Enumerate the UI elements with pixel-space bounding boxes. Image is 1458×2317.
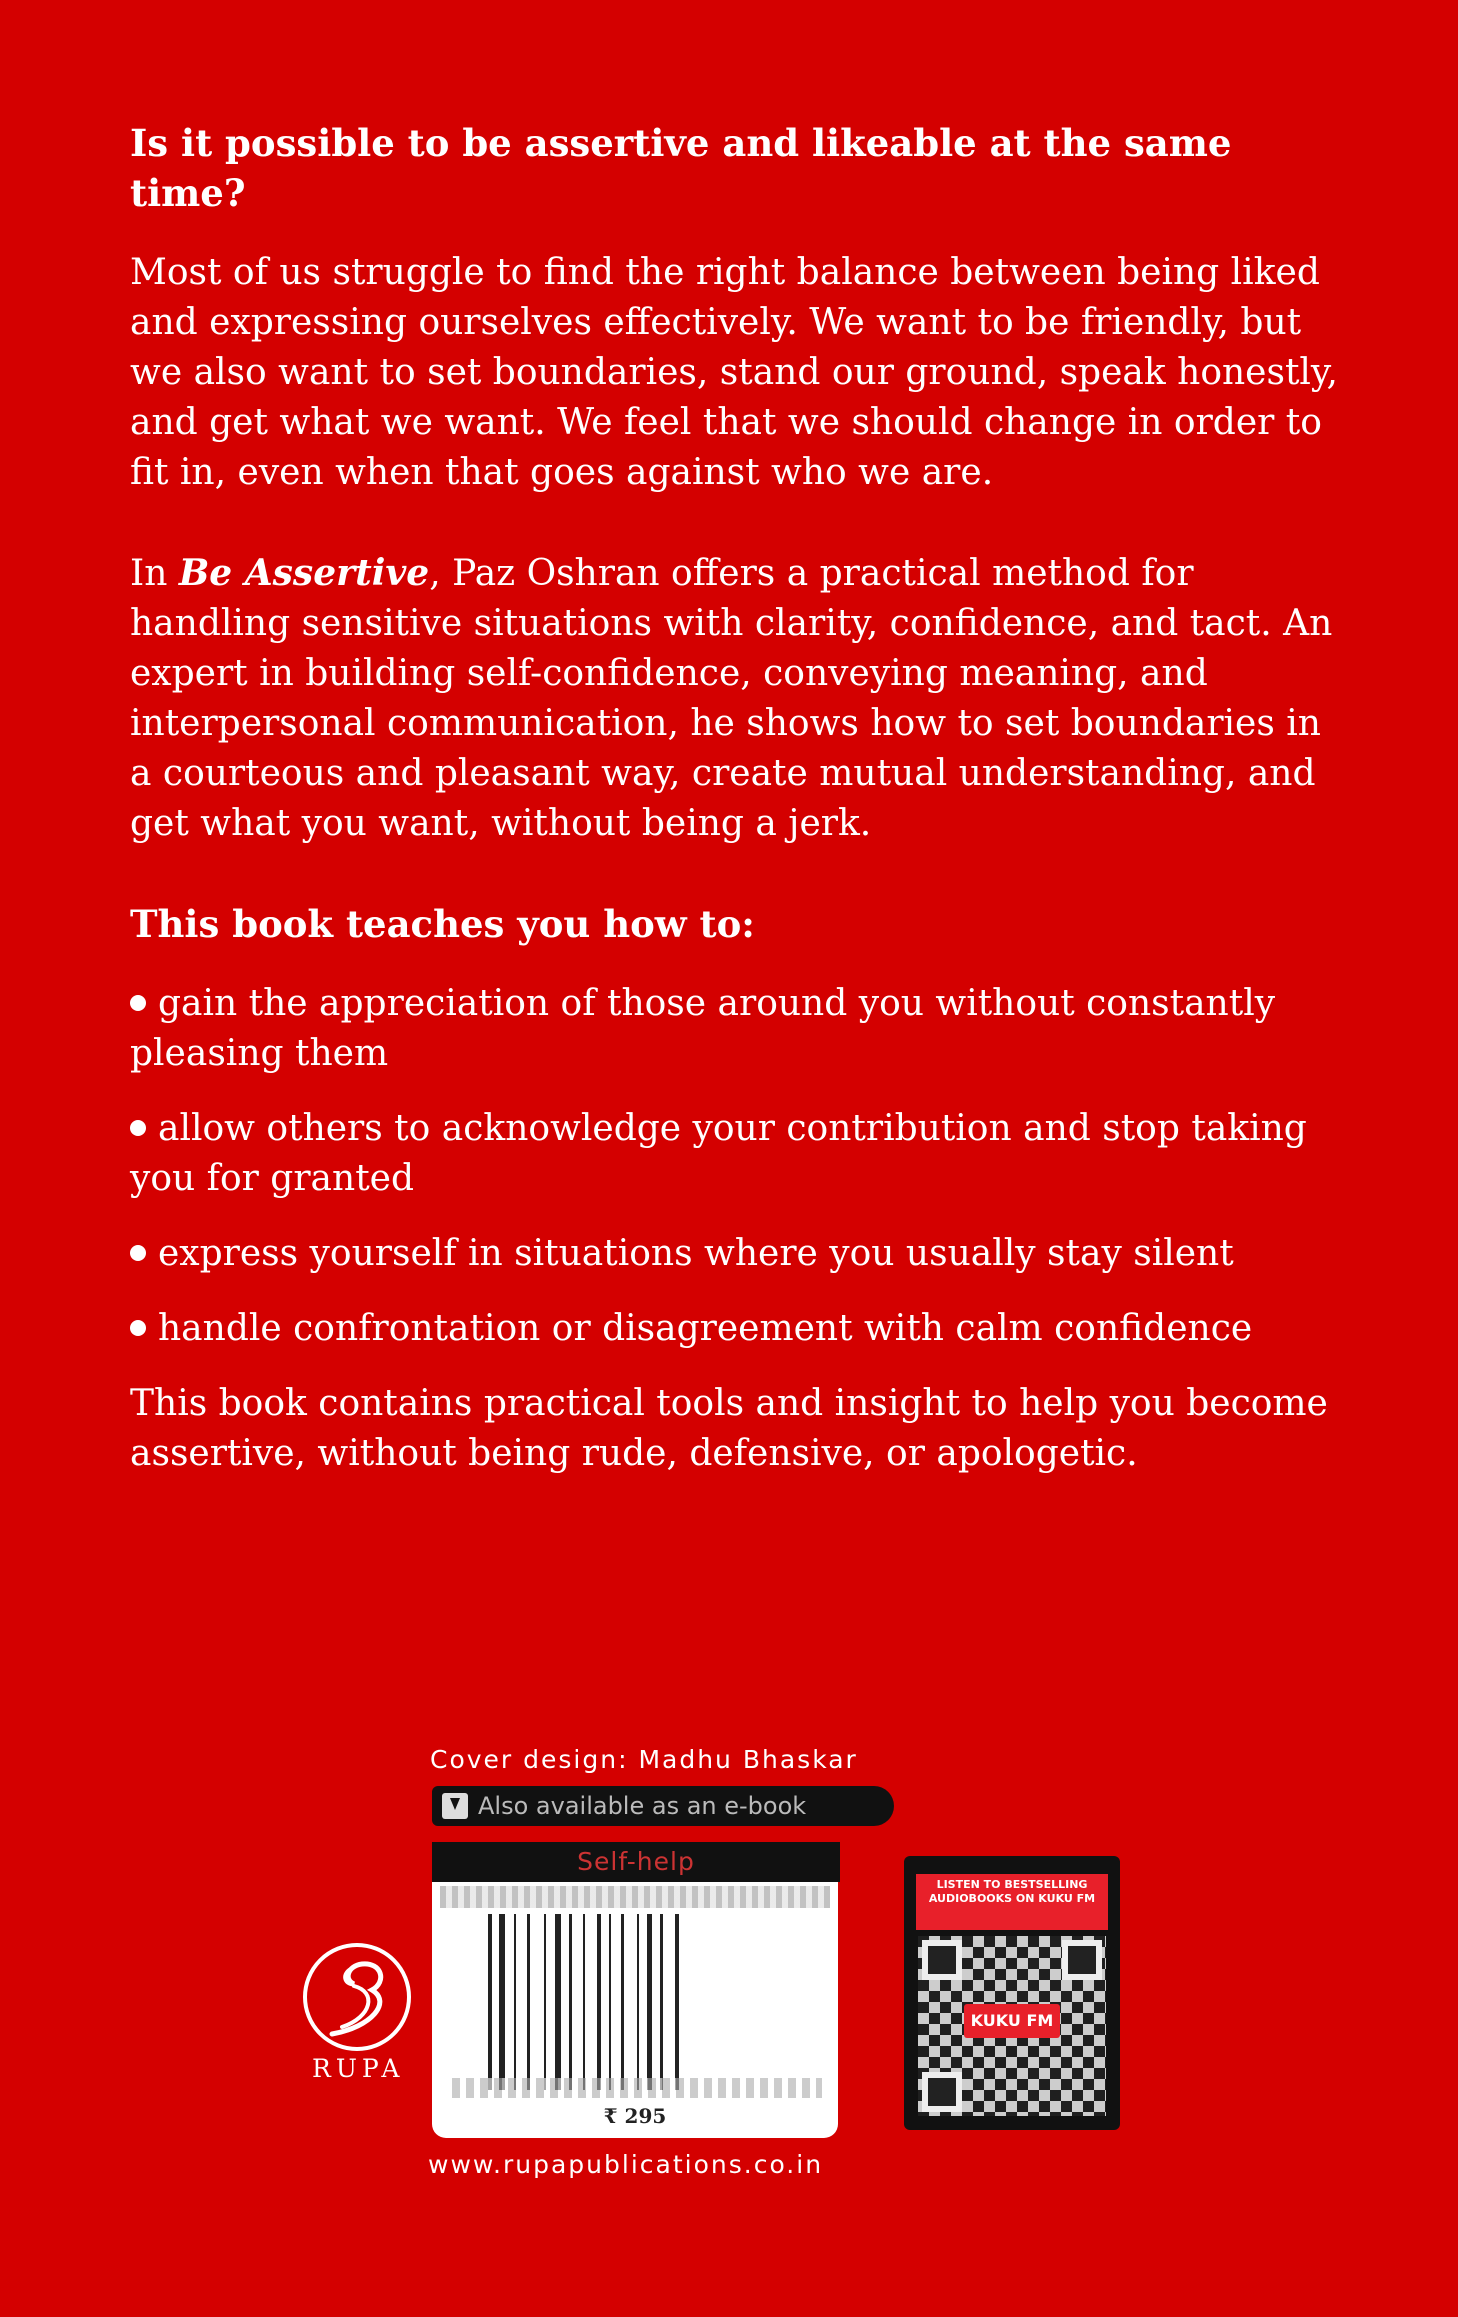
cover-design-credit: Cover design: Madhu Bhaskar	[430, 1745, 858, 1774]
blurb-paragraph-2	[130, 548, 1350, 849]
barcode-bar	[660, 1914, 663, 2090]
bullet-item	[130, 1304, 1350, 1354]
back-cover-blurb	[130, 118, 1350, 1479]
ebook-tag	[432, 1786, 894, 1826]
barcode-bars	[488, 1914, 788, 2090]
qr-finder-icon	[922, 2072, 962, 2112]
bullet-text: handle confrontation or disagreement with calm confidence	[158, 1308, 1253, 1349]
barcode-bar	[637, 1914, 639, 2090]
teaches-heading: This book teaches you how to:	[130, 902, 755, 946]
blurb-closing: This book contains practical tools and insight to help you become assertive, without being rude, defensive, or apologetic.	[130, 1383, 1328, 1474]
qr-finder-icon	[1062, 1940, 1102, 1980]
publisher-website: www.rupapublications.co.in	[428, 2150, 824, 2179]
barcode-bar	[647, 1914, 652, 2090]
barcode-bar	[544, 1914, 546, 2090]
bullet-icon	[130, 1245, 146, 1261]
download-icon	[442, 1793, 468, 1819]
barcode-bar	[488, 1914, 492, 2090]
bullet-icon	[130, 995, 146, 1011]
paragraph-2-prefix: In	[130, 553, 179, 594]
barcode-bar	[555, 1914, 561, 2090]
barcode-bar	[621, 1914, 624, 2090]
isbn-text	[440, 1886, 830, 1908]
bullet-item	[130, 1104, 1350, 1204]
barcode-digits	[452, 2078, 822, 2098]
qr-banner: LISTEN TO BESTSELLING AUDIOBOOKS ON KUKU FM	[916, 1874, 1108, 1930]
bullet-icon	[130, 1320, 146, 1336]
bullet-text: gain the appreciation of those around you without constantly pleasing them	[130, 983, 1276, 1074]
barcode-bar	[527, 1914, 530, 2090]
kuku-fm-logo: KUKU FM	[964, 2004, 1060, 2038]
paragraph-2-rest: , Paz Oshran offers a practical method for handling sensitive situations with clarity, confidence, and tact. An expert in building self-confidence, conveying meaning, and interpersonal communication, he shows how to set boundaries in a courteous and pleasant way, create mutual understanding, and get what you want, without being a jerk.	[130, 553, 1333, 844]
blurb-paragraph-1: Most of us struggle to find the right balance between being liked and expressing ourselves effectively. We want to be friendly, but we also want to set boundaries, stand our ground, speak honestly, and get what we want. We feel that we should change in order to fit in, even when that goes against who we are.	[130, 252, 1338, 493]
bullet-text: express yourself in situations where you usually stay silent	[158, 1233, 1234, 1274]
bullet-item	[130, 1229, 1350, 1279]
publisher-name: RUPA	[312, 2054, 405, 2083]
bullet-item	[130, 979, 1350, 1079]
barcode-bar	[569, 1914, 572, 2090]
barcode-bar	[583, 1914, 585, 2090]
book-title: Be Assertive	[178, 552, 430, 594]
bullet-text: allow others to acknowledge your contribution and stop taking you for granted	[130, 1108, 1307, 1199]
price-label: ₹ 295	[603, 2104, 667, 2128]
bullet-icon	[130, 1120, 146, 1136]
qr-code-card	[904, 1856, 1120, 2130]
qr-finder-icon	[922, 1940, 962, 1980]
barcode-bar	[514, 1914, 516, 2090]
genre-tag: Self-help	[432, 1842, 840, 1882]
isbn-barcode	[432, 1882, 838, 2138]
barcode-bar	[597, 1914, 601, 2090]
ebook-label: Also available as an e-book	[478, 1792, 807, 1820]
rupa-logo-icon	[302, 1942, 412, 2052]
barcode-bar	[499, 1914, 505, 2090]
bullet-list	[130, 979, 1350, 1354]
blurb-question: Is it possible to be assertive and likeable at the same time?	[130, 121, 1232, 215]
barcode-bar	[609, 1914, 611, 2090]
barcode-bar	[675, 1914, 679, 2090]
